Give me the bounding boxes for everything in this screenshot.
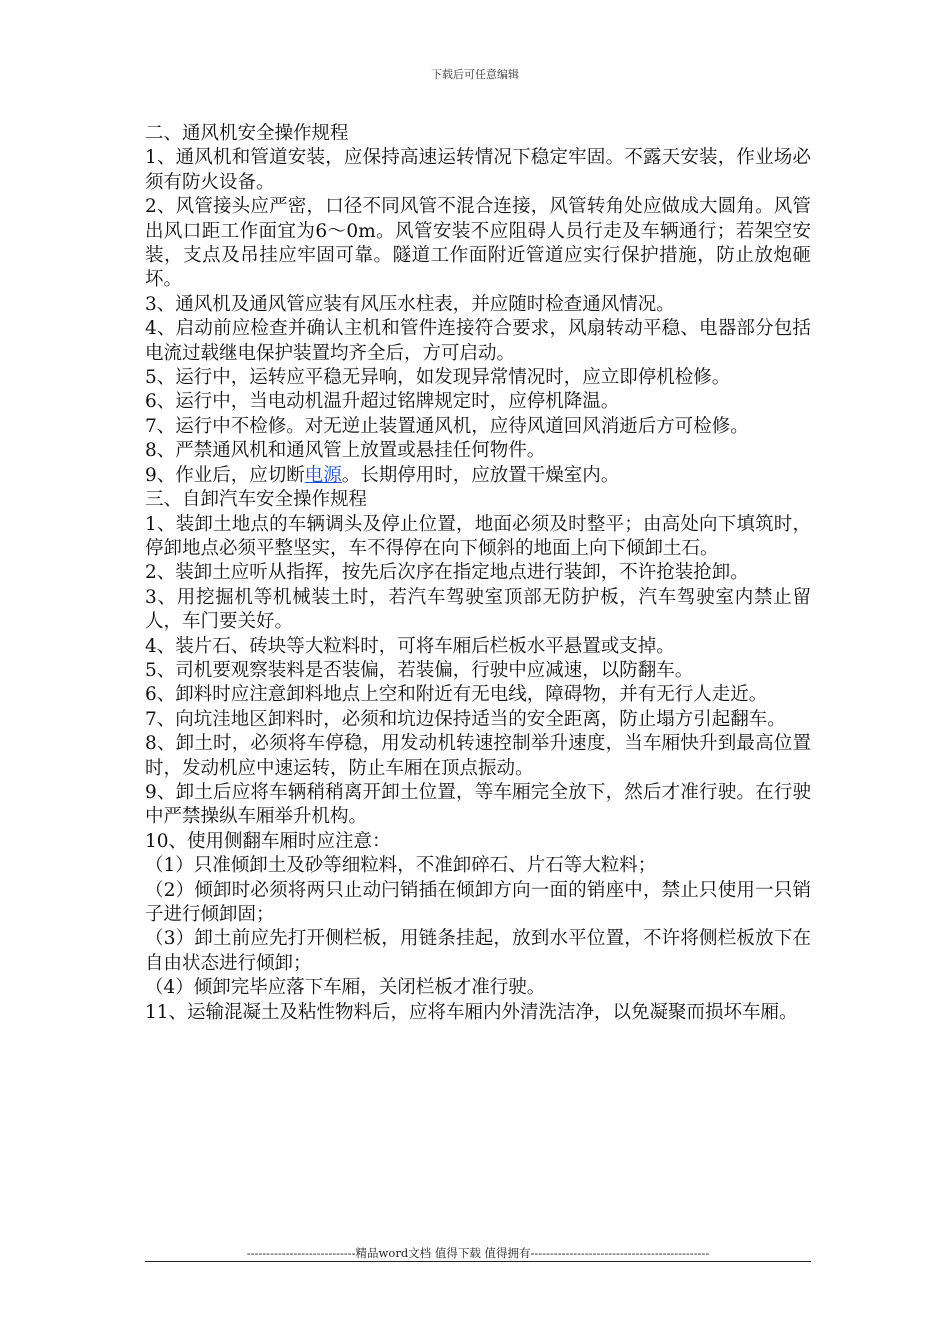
paragraph: 4、启动前应检查并确认主机和管件连接符合要求，风扇转动平稳、电器部分包括电流过载继电保护装置均齐全后，方可启动。 (145, 318, 811, 364)
document-body (145, 122, 811, 1025)
paragraph: 5、司机要观察装料是否装偏，若装偏，行驶中应减速，以防翻车。 (145, 659, 694, 681)
paragraph-text: 9、作业后，应切断 (145, 464, 305, 486)
paragraph: 2、装卸土应听从指挥，按先后次序在指定地点进行装卸，不许抢装抢卸。 (145, 562, 749, 584)
paragraph: 8、严禁通风机和通风管上放置或悬挂任何物件。 (145, 440, 546, 462)
paragraph: 9、卸土后应将车辆稍稍离开卸土位置，等车厢完全放下，然后才准行驶。在行驶中严禁操纵车厢举升机构。 (145, 781, 811, 828)
paragraph: 11、运输混凝土及粘性物料后，应将车厢内外清洗洁净，以免凝聚而损坏车厢。 (145, 1001, 798, 1023)
paragraph: 1、通风机和管道安装，应保持高速运转情况下稳定牢固。不露天安装，作业场必须有防火设备。 (145, 147, 811, 193)
list-item: （2）倾卸时必须将两只止动闩销插在倾卸方向一面的销座中，禁止只使用一只销子进行倾卸固； (145, 879, 811, 925)
paragraph: 4、装片石、砖块等大粒料时，可将车厢后栏板水平悬置或支掉。 (145, 635, 675, 657)
paragraph: 5、运行中，运转应平稳无异响，如发现异常情况时，应立即停机检修。 (145, 367, 731, 389)
paragraph-with-link (145, 464, 811, 488)
page-header: 下载后可任意编辑 (431, 68, 519, 81)
section-heading: 二、通风机安全操作规程 (145, 123, 349, 144)
list-item: （1）只准倾卸土及砂等细粒料，不准卸碎石、片石等大粒料； (145, 855, 657, 877)
paragraph: 7、向坑洼地区卸料时，必须和坑边保持适当的安全距离，防止塌方引起翻车。 (145, 708, 786, 730)
paragraph: 3、通风机及通风管应装有风压水柱表，并应随时检查通风情况。 (145, 293, 675, 315)
page-footer: ----------------------------精品word文档 值得下载 值得拥有---------------------------------------------- (246, 1246, 710, 1260)
paragraph: 6、运行中，当电动机温升超过铭牌规定时，应停机降温。 (145, 391, 620, 413)
paragraph: 1、装卸土地点的车辆调头及停止位置，地面必须及时整平；由高处向下填筑时，停卸地点必须平整坚实，车不得停在向下倾斜的地面上向下倾卸土石。 (145, 513, 811, 559)
paragraph: 3、用挖掘机等机械装土时，若汽车驾驶室顶部无防护板，汽车驾驶室内禁止留人，车门要关好。 (145, 586, 811, 633)
list-item: （4）倾卸完毕应落下车厢，关闭栏板才准行驶。 (145, 977, 546, 999)
list-item: （3）卸土前应先打开侧栏板，用链条挂起，放到水平位置，不许将侧栏板放下在自由状态进行倾卸； (145, 928, 811, 974)
paragraph: 10、使用侧翻车厢时应注意： (145, 830, 391, 852)
paragraph: 7、运行中不检修。对无逆止装置通风机，应待风道回风消逝后方可检修。 (145, 415, 749, 437)
section-heading: 三、自卸汽车安全操作规程 (145, 489, 368, 511)
footer-divider (145, 1261, 811, 1262)
power-link[interactable]: 电源 (304, 464, 342, 486)
paragraph: 6、卸料时应注意卸料地点上空和附近有无电线，障碍物，并有无行人走近。 (145, 684, 768, 706)
paragraph-text: 。长期停用时，应放置干燥室内。 (341, 464, 620, 486)
paragraph: 2、风管接头应严密，口径不同风管不混合连接，风管转角处应做成大圆角。风管出风口距工作面宜为6～0m。风管安装不应阻碍人员行走及车辆通行；若架空安装，支点及吊挂应牢固可靠。隧道工作面附近管道应实行保护措施，防止放炮砸坏。 (145, 196, 811, 291)
paragraph: 8、卸土时，必须将车停稳，用发动机转速控制举升速度，当车厢快升到最高位置时，发动机应中速运转，防止车厢在顶点振动。 (145, 733, 811, 779)
